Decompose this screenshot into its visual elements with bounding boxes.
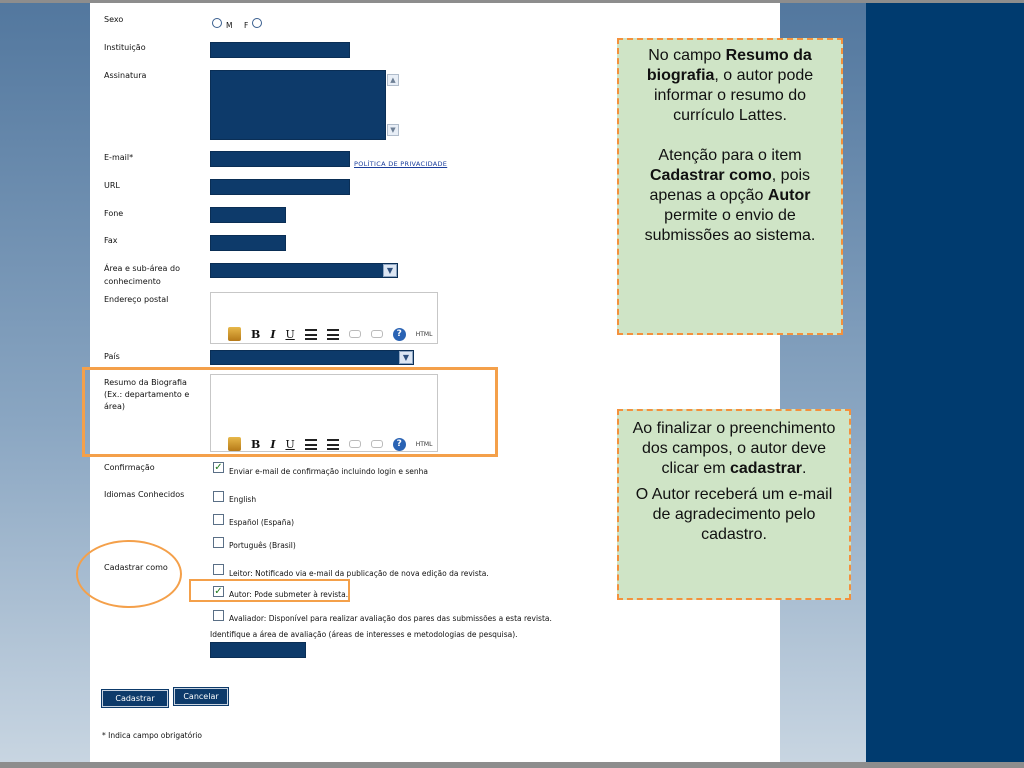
email-label: E-mail* xyxy=(104,153,134,162)
endereco-editor-toolbar xyxy=(228,326,432,342)
avaliador-checkbox[interactable] xyxy=(213,610,224,621)
idiomas-label: Idiomas Conhecidos xyxy=(104,490,185,499)
avaliador-label: Avaliador: Disponível para realizar avaliação dos pares das submissões a esta revista. xyxy=(229,614,552,623)
note1-bold-autor: Autor xyxy=(767,187,811,204)
portugues-checkbox[interactable] xyxy=(213,537,224,548)
instituicao-label: Instituição xyxy=(104,43,146,52)
scroll-up-icon[interactable]: ▲ xyxy=(387,74,399,86)
leitor-label: Leitor: Notificado via e-mail da publicação de nova edição da revista. xyxy=(229,569,489,578)
bold-button[interactable]: B xyxy=(251,327,261,341)
cadastrar-button[interactable]: Cadastrar xyxy=(102,690,168,707)
help-icon[interactable]: ? xyxy=(393,438,406,451)
note2-text: Ao finalizar o preenchimento dos campos, o autor deve clicar em xyxy=(632,420,836,477)
english-label: English xyxy=(229,495,257,504)
avaliacao-area-input[interactable] xyxy=(210,642,306,658)
help-icon[interactable]: ? xyxy=(393,328,406,341)
sexo-label: Sexo xyxy=(104,15,124,24)
espanol-checkbox[interactable] xyxy=(213,514,224,525)
note2-bold-cadastrar: cadastrar xyxy=(729,460,803,477)
slide-bottom-border xyxy=(0,762,1024,768)
required-field-footnote: * Indica campo obrigatório xyxy=(102,731,202,740)
identifique-label: Identifique a área de avaliação (áreas de interesses e metodologias de pesquisa). xyxy=(210,630,518,639)
note1-bold-resumo: Resumo da biografia xyxy=(646,47,812,84)
area-label-line2: conhecimento xyxy=(104,277,161,286)
confirmacao-checkbox[interactable]: ✓ xyxy=(214,462,223,473)
area-label-line1: Área e sub-área do xyxy=(104,264,180,273)
note2-text: . xyxy=(802,460,807,477)
note1-text: No campo xyxy=(648,47,726,64)
leitor-checkbox[interactable] xyxy=(213,564,224,575)
slide-background-right xyxy=(866,0,1024,768)
cancelar-button[interactable]: Cancelar xyxy=(174,688,228,705)
note1-bold-cadastrar-como: Cadastrar como xyxy=(649,167,772,184)
chevron-down-icon[interactable]: ▼ xyxy=(399,351,413,364)
pais-select[interactable] xyxy=(210,350,414,365)
fone-label: Fone xyxy=(104,209,124,218)
endereco-label: Endereço postal xyxy=(104,295,169,304)
autor-checkbox[interactable]: ✓ xyxy=(214,586,223,597)
english-checkbox[interactable] xyxy=(213,491,224,502)
confirmacao-checkbox-label: Enviar e-mail de confirmação incluindo login e senha xyxy=(229,467,428,476)
numbered-list-icon[interactable] xyxy=(327,329,339,340)
note1-text: , pois apenas a opção xyxy=(649,167,811,204)
sexo-f-label: F xyxy=(244,21,249,30)
paste-icon[interactable] xyxy=(228,327,241,341)
note1-text: Atenção para o item xyxy=(658,147,802,164)
scroll-down-icon[interactable]: ▼ xyxy=(387,124,399,136)
cadastrar-como-highlight-oval xyxy=(76,540,182,608)
callout-note-resumo xyxy=(617,38,843,335)
sexo-m-radio[interactable] xyxy=(212,18,222,28)
underline-button[interactable]: U xyxy=(285,437,295,451)
instituicao-input[interactable] xyxy=(210,42,350,58)
email-input[interactable] xyxy=(210,151,350,167)
assinatura-textarea[interactable] xyxy=(210,70,386,140)
unlink-icon[interactable] xyxy=(371,330,383,338)
html-button[interactable]: HTML xyxy=(415,440,433,448)
bold-button[interactable]: B xyxy=(251,437,261,451)
note1-paragraph2 xyxy=(627,146,833,246)
underline-button[interactable]: U xyxy=(285,327,295,341)
sexo-m-label: M xyxy=(226,21,233,30)
fax-input[interactable] xyxy=(210,235,286,251)
url-label: URL xyxy=(104,181,120,190)
autor-label: Autor: Pode submeter à revista. xyxy=(229,590,349,599)
resumo-label-line1: Resumo da Biografia xyxy=(104,378,187,387)
resumo-highlight-box xyxy=(82,367,498,457)
sexo-f-radio[interactable] xyxy=(252,18,262,28)
autor-highlight-box xyxy=(189,579,350,602)
portugues-label: Português (Brasil) xyxy=(229,541,296,550)
pais-label: País xyxy=(104,352,120,361)
cadastrar-como-label: Cadastrar como xyxy=(104,563,168,572)
callout-note-cadastrar xyxy=(617,409,851,600)
resumo-label-line2: (Ex.: departamento e xyxy=(104,390,190,399)
resumo-label-line3: área) xyxy=(104,402,125,411)
italic-button[interactable]: I xyxy=(270,437,276,451)
assinatura-label: Assinatura xyxy=(104,71,147,80)
bullet-list-icon[interactable] xyxy=(305,329,317,340)
note2-paragraph2: O Autor receberá um e-mail de agradecimento pelo cadastro. xyxy=(635,486,833,543)
privacy-policy-link[interactable]: POLÍTICA DE PRIVACIDADE xyxy=(354,160,448,168)
espanol-label: Español (España) xyxy=(229,518,295,527)
link-icon[interactable] xyxy=(349,330,361,338)
fone-input[interactable] xyxy=(210,207,286,223)
note1-text: , o autor pode informar o resumo do currículo Lattes. xyxy=(653,67,814,124)
note1-paragraph1 xyxy=(627,46,833,126)
confirmacao-label: Confirmação xyxy=(104,463,155,472)
note2-paragraph1 xyxy=(625,419,843,479)
italic-button[interactable]: I xyxy=(270,327,276,341)
fax-label: Fax xyxy=(104,236,118,245)
url-input[interactable] xyxy=(210,179,350,195)
slide-background-left xyxy=(0,0,90,768)
note1-text: permite o envio de submissões ao sistema. xyxy=(644,207,816,244)
html-button[interactable]: HTML xyxy=(415,330,433,338)
area-select[interactable] xyxy=(210,263,398,278)
chevron-down-icon[interactable]: ▼ xyxy=(383,264,397,277)
